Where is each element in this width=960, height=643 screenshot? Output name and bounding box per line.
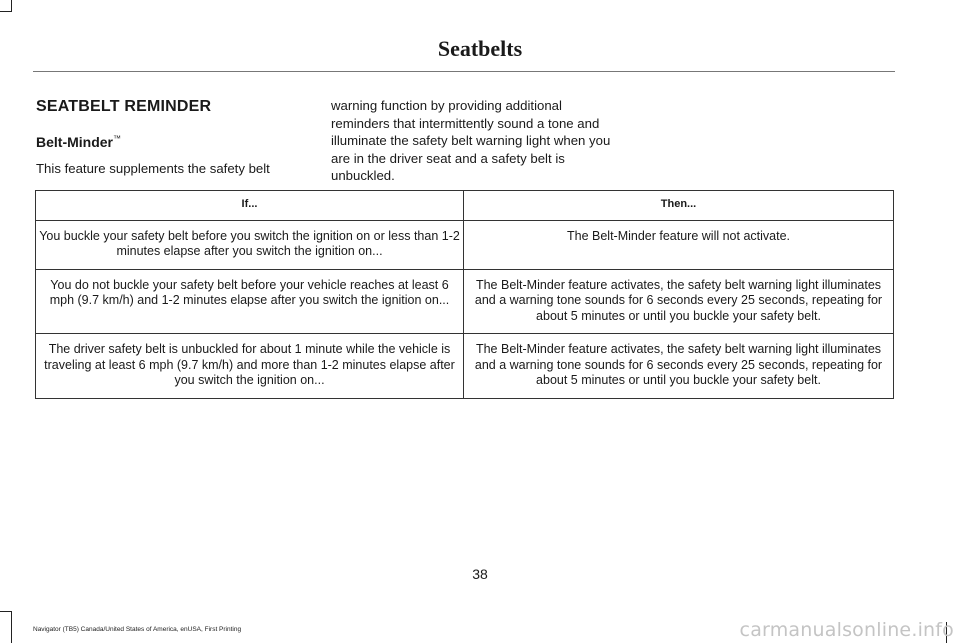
page-header-title: Seatbelts — [437, 36, 523, 61]
table-cell-then: The Belt-Minder feature activates, the safety belt warning light illuminates and a warning tone sounds for 6 seconds every 25 seconds, repeating for about 5 minutes or until you buckle your safety belt. — [464, 269, 894, 334]
table-header-row — [36, 191, 894, 221]
table-cell-then: The Belt-Minder feature will not activate. — [464, 220, 894, 269]
page-number: 38 — [472, 566, 488, 582]
table-cell-then: The Belt-Minder feature activates, the safety belt warning light illuminates and a warning tone sounds for 6 seconds every 25 seconds, repeating for about 5 minutes or until you buckle your safety belt. — [464, 334, 894, 399]
table-cell-if: You buckle your safety belt before you switch the ignition on or less than 1-2 minutes elapse after you switch the ignition on... — [36, 220, 464, 269]
table-row — [36, 220, 894, 269]
table-row — [36, 334, 894, 399]
intro-text-right: warning function by providing additional reminders that intermittently sound a tone and illuminate the safety belt warning light when you are in the driver seat and a safety belt is unbuckled. — [331, 98, 611, 183]
table-header-if: If... — [36, 191, 464, 221]
table-cell-if: The driver safety belt is unbuckled for about 1 minute while the vehicle is traveling at least 6 mph (9.7 km/h) and more than 1-2 minutes elapse after you switch the ignition on... — [36, 334, 464, 399]
crop-mark-bottom-left-h — [0, 611, 12, 612]
crop-mark-bottom-left — [11, 612, 12, 643]
table-header-then: Then... — [464, 191, 894, 221]
site-watermark: carmanualsonline.info — [739, 619, 954, 641]
table-row — [36, 269, 894, 334]
crop-mark-top-left-h — [0, 11, 12, 12]
section-heading: SEATBELT REMINDER — [36, 98, 212, 115]
intro-text-left: This feature supplements the safety belt — [36, 161, 270, 176]
belt-minder-table — [35, 190, 894, 399]
edition-footer: Navigator (TB5) Canada/United States of America, enUSA, First Printing — [33, 626, 242, 633]
header-divider — [33, 71, 895, 72]
sub-heading-text: Belt-Minder — [36, 134, 113, 150]
table-cell-if: You do not buckle your safety belt before your vehicle reaches at least 6 mph (9.7 km/h) and 1-2 minutes elapse after you switch the ignition on... — [36, 269, 464, 334]
trademark-mark: ™ — [113, 134, 121, 143]
sub-heading — [36, 134, 121, 150]
